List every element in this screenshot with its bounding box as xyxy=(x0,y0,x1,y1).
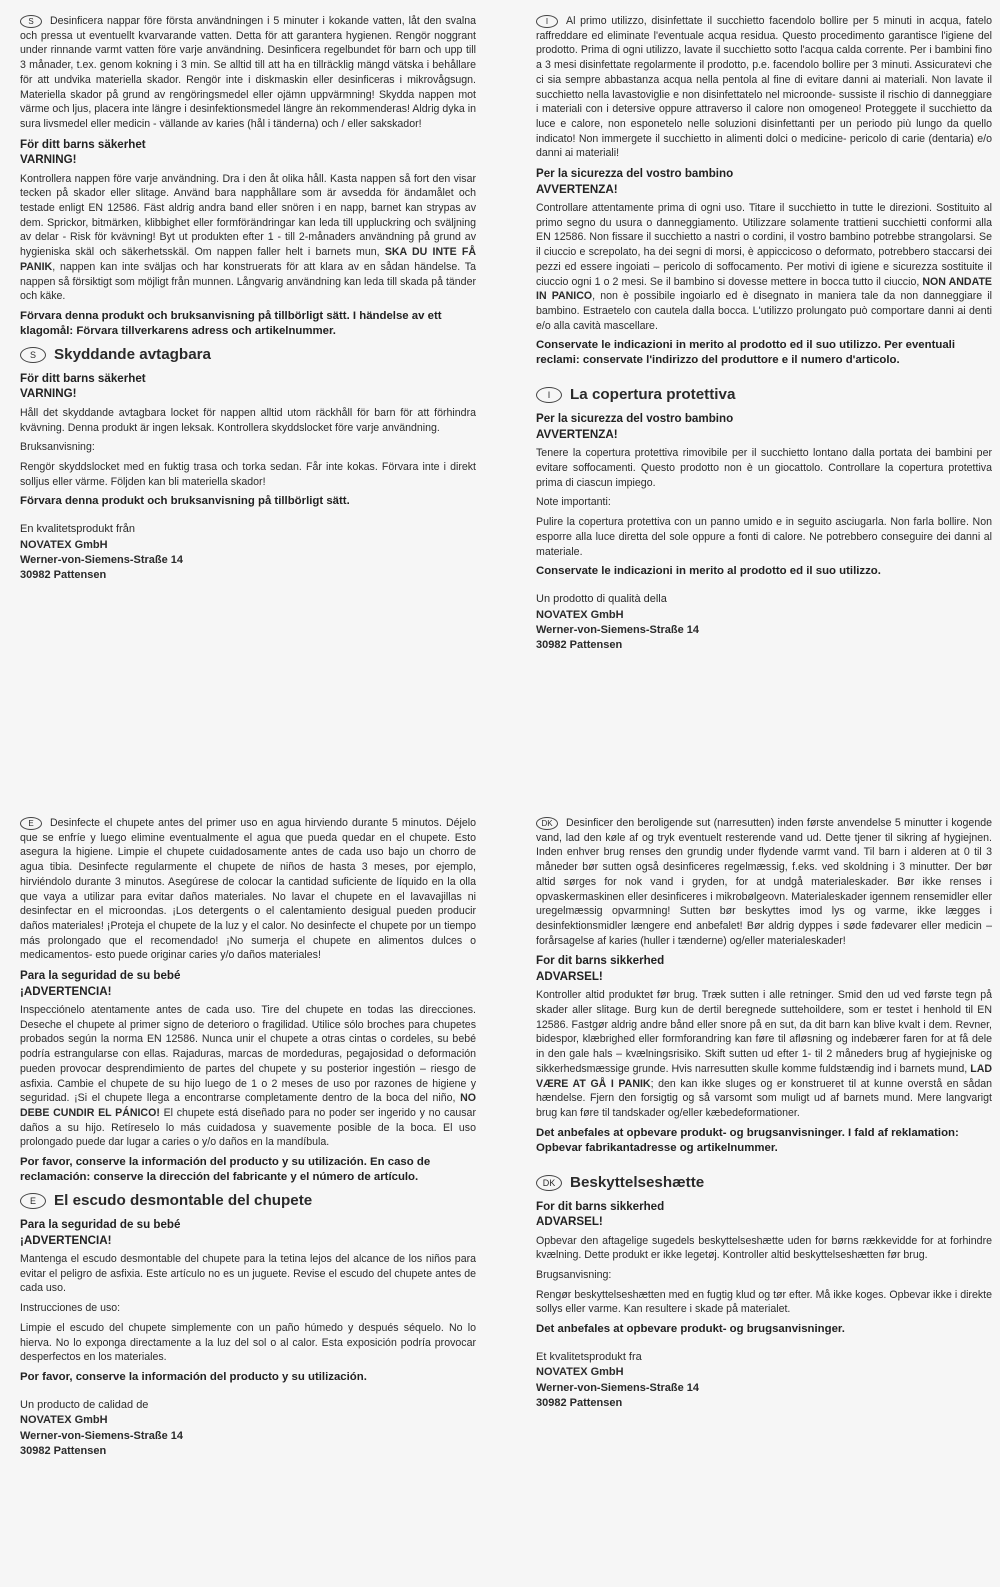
shield-text: Tenere la copertura protettiva rimovibile per il succhietto lontano dalla portata dei bambini per evitare soffocamenti. Questo prodotto non è un giocattolo. Controllare la copertura protettiva prima di ciascun impiego. xyxy=(536,447,992,489)
instructions-label: Bruksanvisning: xyxy=(20,441,95,454)
intro-paragraph: S Desinficera nappar före första användningen i 5 minuter i kokande vatten, låt den svalna och pressa ut eventuellt kvarvarande vatten. Detta för att garantera hygienen. Rengör noggrant under rinnande varmt vatten före varje användning. Desinficera regelbundet för barn och upp till 3 månader, t.ex. genom kokning i 3 min. Se alltid till att ha en tillräcklig mängd vätska i behållare för att undvika materiella skador. Rengör inte i diskmaskin eller desinficeras i mikrovågsugn. Materiella skador på grund av rengöringsmedel eller ojämn uppvärmning! Skydda nappen mot värme och ljus, placera inte längre i desinfektionsmedel längre än rekommenderas! Aldrig dyka in sura livsmedel eller medicin - vällande av karies (hål i tänderna) och / eller sakskador! xyxy=(20,15,476,130)
instructions-text: Pulire la copertura protettiva con un panno umido e in seguito asciugarla. Non farla bollire. Non esporre alla luce diretta del sole oppure a fonti di calore. Ne potrebbero conseguire dei danni al materiale. xyxy=(536,516,992,558)
instructions-text: Rengør beskyttelseshætten med en fugtig klud og tør efter. Må ikke koges. Opbevar ikke i direkte sollys eller varme. Kan resultere i skade på materialet. xyxy=(536,1288,992,1316)
instructions-text: Limpie el escudo del chupete simplemente con un paño húmedo y después séquelo. No lo hierva. No lo exponga directamente a la luz del sol o al calor. Esta exposición podría provocar desperfectos en los materiales. xyxy=(20,1321,476,1364)
shield-warning-label: VARNING! xyxy=(20,387,77,401)
company-city: 30982 Pattensen xyxy=(536,639,623,652)
language-badge: S xyxy=(20,347,46,363)
shield-text: Mantenga el escudo desmontable del chupete para la tetina lejos del alcance de los niños para evitar el peligro de asfixia. Este artículo no es un juguete. Revise el escudo del chupete antes de cada uso. xyxy=(20,1253,476,1295)
instructions-label: Note importanti: xyxy=(536,496,611,509)
shield-heading: E El escudo desmontable del chupete xyxy=(20,1191,476,1211)
section-swedish xyxy=(20,14,476,584)
shield-heading: S Skyddande avtagbara xyxy=(20,345,476,365)
warning-text: Inspecciónelo atentamente antes de cada uso. Tire del chupete en todas las direcciones. Deseche el chupete al primer signo de deterioro o fragilidad. Utilice sólo broches para chupetes probados según la norma EN 12586. Nunca unir el chupete a otras cintas o cordeles, su bebé podría estrangularse con ellas. Rajaduras, marcas de mordeduras, pegajosidad o deformación pueden provocar desprendimiento de partes del chupete y su posterior ingestión – riesgo de asfixia. Cambie el chupete de su hijo luego de 1 o 2 meses de uso por razones de higiene y seguridad. ¡Si el chupete llega a encontrarse completamente dentro de la boca del niño, NO DEBE CUNDIR EL PÁNICO! El chupete está diseñado para no poder ser ingerido y no causar daños a su hijo. Retíreselo lo más cuidadosa y suavemente posible de la boca. El uso prolongado puede dar lugar a caries o y/o daños en la mandíbula. xyxy=(20,1004,476,1149)
keep-note-2: Conservate le indicazioni in merito al prodotto ed il suo utilizzo. xyxy=(536,565,881,578)
warning-label: VARNING! xyxy=(20,153,77,167)
keep-note: Conservate le indicazioni in merito al prodotto ed il suo utilizzo. Per eventuali reclami: conservate l'indirizzo del produttore e il numero d'articolo. xyxy=(536,339,955,367)
language-badge: I xyxy=(536,387,562,403)
quality-line: Un prodotto di qualità della xyxy=(536,593,667,606)
intro-paragraph: DK Desinficer den beroligende sut (narresutten) inden første anvendelse 5 minutter i kogende vand, lad den køle af og tryk eventuelt resterende vand ud. Dette tjener til sikring af hygiejnen. Inden enhver brug renses den grundig under flydende varmt vand. Til barn i alderen at 0 til 3 måneder bør sutten også desinficeres regelmæssig, f.eks. ved skoldning i 3 minutter. Der bør altid sørges for nok vand i gryden, for at undgå materialeskader. Bør ikke renses i opvaskermaskinen eller desinficeres i mikrobølgeovn. Materialeskader igennem rensemidler eller uregelmæssig opvarmning! Sutten bør beskyttes imod lys og varme, ikke lægges i desinfektionsmidler længere end anbefalet! Bør aldrig dyppes i søde fødevarer eller medicin – forårsagelse af karies (huller i tænderne) og/eller materialeskader! xyxy=(536,817,992,947)
keep-note: Förvara denna produkt och bruksanvisning på tillbörligt sätt. I händelse av ett klagomål: Förvara tillverkarens adress och artikelnummer. xyxy=(20,309,442,337)
instructions-label: Brugsanvisning: xyxy=(536,1269,612,1282)
language-badge: DK xyxy=(536,817,558,830)
language-badge: DK xyxy=(536,1175,562,1191)
company-name: NOVATEX GmbH xyxy=(20,1414,108,1427)
company-name: NOVATEX GmbH xyxy=(536,1366,624,1379)
company-street: Werner-von-Siemens-Straße 14 xyxy=(536,623,700,636)
keep-note-2: Por favor, conserve la información del producto y su utilización. xyxy=(20,1370,367,1383)
company-street: Werner-von-Siemens-Straße 14 xyxy=(20,1429,184,1442)
safety-title: Per la sicurezza del vostro bambino xyxy=(536,167,734,181)
shield-warning-label: AVVERTENZA! xyxy=(536,427,618,441)
shield-text: Opbevar den aftagelige sugedels beskyttelseshætte uden for børns rækkevidde for at forhindre kvælning. Dette produkt er ikke legetøj. Kontroller altid beskyttelseshætten før brug. xyxy=(536,1234,992,1262)
shield-heading: DK Beskyttelseshætte xyxy=(536,1173,992,1193)
company-city: 30982 Pattensen xyxy=(20,569,107,582)
safety-title: Para la seguridad de su bebé xyxy=(20,969,181,983)
warning-text: Kontrollera nappen före varje användning. Dra i den åt olika håll. Kasta nappen så fort den visar tecken på skador eller slitage. Använd bara napphållare som är avsedda för ändamålet och testade enligt EN 12586. Fäst aldrig andra band eller snören i en napp, barnet kan strypas av dem. Sprickor, bitmärken, klibbighet eller formförändringar kan leda till uppluckring och sväljning av delar - Risk för kvävning! Byt ut produkten efter 1 - till 2-månaders användning på grund av hygieniska skäl och säkerhetsskäl. Om nappen faller helt i barnets mun, SKA DU INTE FÅ PANIK, nappen kan inte sväljas och har konstruerats för att klara av en sådan händelse. Ta nappen så försiktigt som möjligt från munnen. Långvarig användning kan leda till skada på tänder och käke. xyxy=(20,172,476,303)
warning-text: Controllare attentamente prima di ogni uso. Titare il succhietto in tutte le direzioni. Sostituito al primo segno du usura o danneggiamento. Utilizzare solamente trattieni succhietti conformi alla EN 12586. Non fissare il succhietto a nastri o cordini, il vostro bambino potrebbe strangolarsi. Se il ciuccio e screpolato, ha dei segni di morsi, è appiccicoso o deformato, potrebbero staccarsi dei pezzi ed essere ingoiati – pericolo di soffocamento. Per motivi di igiene e sicurezza sostituite il ciuccio ogni 1 o 2 mesi. Se il bambino si dovesse mettere in bocca tutto il ciuccio, NON ANDATE IN PANICO, non è possibile ingoiarlo ed è disegnato in maniera tale da non danneggiare il bambino. Estraetelo con cautela dalla bocca. L'utilizzo prolungato può comportare danni ai denti e/o alla cavità mascellare. xyxy=(536,202,992,332)
company-name: NOVATEX GmbH xyxy=(20,538,108,551)
section-italian xyxy=(536,14,992,653)
quality-line: En kvalitetsprodukt från xyxy=(20,523,135,536)
safety-title: For dit barns sikkerhed xyxy=(536,954,665,968)
company-city: 30982 Pattensen xyxy=(536,1397,623,1410)
keep-note: Det anbefales at opbevare produkt- og brugsanvisninger. I fald af reklamation: Opbevar fabrikantadresse og artikelnummer. xyxy=(536,1126,959,1154)
shield-safety-title: For dit barns sikkerhed xyxy=(536,1199,665,1213)
warning-label: AVVERTENZA! xyxy=(536,182,618,196)
shield-heading: I La copertura protettiva xyxy=(536,385,992,405)
language-badge: I xyxy=(536,15,558,28)
warning-label: ¡ADVERTENCIA! xyxy=(20,984,112,998)
intro-paragraph: I Al primo utilizzo, disinfettate il succhietto facendolo bollire per 5 minuti in acqua, fatelo raffreddare ed eliminate l'eventuale acqua residua. Questo procedimento garantisce l'igiene del prodotto. Prima di ogni utilizzo, lavate il succhietto sotto l'acqua calda corrente. Per i bambini fino a 3 mesi disinfettate regolarmente il prodotto, p.e. facendolo bollire per 3 minuti. Assicuratevi che ci sia sempre abbastanza acqua nella pentola al fine di evitare danni ai materiali. Non lavate il succhietto nella lavastoviglie e non disinfettatelo nel microonde- sussiste il rischio di danneggiare i materiali con i detersive oppure attraverso il calore non omogeneo! Proteggete il succhietto da luce e calore, non esponetelo nelle soluzioni disinfettanti per un periodo più lungo da quello indicato! Non immergete il succhietto in alimenti dolci o medicine- pericolo di carie (dentaria) e/o danni ai materiali! xyxy=(536,15,992,160)
language-badge: E xyxy=(20,817,42,830)
warning-label: ADVARSEL! xyxy=(536,969,603,983)
company-name: NOVATEX GmbH xyxy=(536,608,624,621)
shield-safety-title: För ditt barns säkerhet xyxy=(20,371,146,385)
quality-line: Et kvalitetsprodukt fra xyxy=(536,1351,642,1364)
language-badge: S xyxy=(20,15,42,28)
shield-warning-label: ADVARSEL! xyxy=(536,1215,603,1229)
instructions-text: Rengör skyddslocket med en fuktig trasa och torka sedan. Får inte kokas. Förvara inte i direkt solljus eller värme. Följden kan bli materiella skador! xyxy=(20,461,476,488)
quality-line: Un producto de calidad de xyxy=(20,1398,149,1411)
instructions-label: Instrucciones de uso: xyxy=(20,1302,121,1315)
section-danish xyxy=(536,816,992,1411)
keep-note-2: Förvara denna produkt och bruksanvisning på tillbörligt sätt. xyxy=(20,495,350,508)
language-badge: E xyxy=(20,1193,46,1209)
company-street: Werner-von-Siemens-Straße 14 xyxy=(20,554,184,567)
safety-title: För ditt barns säkerhet xyxy=(20,137,146,151)
shield-text: Håll det skyddande avtagbara locket för nappen alltid utom räckhåll för barn för att förhindra kvävning. Denna produkt är ingen leksak. Kontrollera skyddslocket före varje användning. xyxy=(20,406,476,434)
shield-safety-title: Para la seguridad de su bebé xyxy=(20,1218,181,1232)
company-street: Werner-von-Siemens-Straße 14 xyxy=(536,1381,700,1394)
intro-paragraph: E Desinfecte el chupete antes del primer uso en agua hirviendo durante 5 minutos. Déjelo que se enfríe y luego elimine eventualmente el agua que pueda quedar en el chupete. Esto asegura la higiene. Limpie el chupete cuidadosamente antes de cada uso bajo un chorro de agua tibia. Desinfecte regularmente el chupete de niños de hasta 3 meses, por ejemplo, hirviéndolo durante 3 minutos. Asegúrese de colocar la cantidad suficiente de líquido en la olla que vaya a utilizar para evitar daños materiales. No lavar el chupete en el lavavajillas ni desinfectar en el microondas. ¡Los detergents o el calentamiento desigual pueden producir daños materiales! ¡Proteja el chupete de la luz y el calor. No desinfecte el chupete por un tiempo más prolongado que el recomendado! ¡No sumerja el chupete en alimentos dulces o medicamentos- esto puede originar caries y/o daños materiales! xyxy=(20,817,476,962)
section-spanish xyxy=(20,816,476,1459)
shield-warning-label: ¡ADVERTENCIA! xyxy=(20,1233,112,1247)
warning-text: Kontroller altid produktet før brug. Træk sutten i alle retninger. Smid den ud ved første tegn på skader aller slitage. Burg kun de dertil beregnede suttehoildere, som er testet i henhold til EN 12586. Fastgør aldrig andre bånd eller snore på en sut, da dit barn kan blive kvalt i dem. Revner, bidespor, klæbrighed eller formforandring kan føre til afløsning og indebærer faren for at få dele in den gale hals – kvælningsrisiko. Skift sutten ud efter 1- til 2 måneders brug af hygiejniske og sikkerhedsmæssige grunde. Hvis narresutten skulle komme fuldstændig ind i barnets mund, LAD VÆRE AT GÅ I PANIK; den kan ikke sluges og er konstrueret til at kunne overstå en sådan hændelse. Fjern den forsigtig og så varsomt som muligt ud af barnets mund. Mere langvarigt brug kan føre til tandskader og/eller kæbedeformationer. xyxy=(536,989,992,1119)
keep-note-2: Det anbefales at opbevare produkt- og brugsanvisninger. xyxy=(536,1323,845,1336)
shield-safety-title: Per la sicurezza del vostro bambino xyxy=(536,412,734,426)
keep-note: Por favor, conserve la información del producto y su utilización. En caso de reclamación: conserve la dirección del fabricante y el número de artículo. xyxy=(20,1156,431,1184)
company-city: 30982 Pattensen xyxy=(20,1444,107,1457)
